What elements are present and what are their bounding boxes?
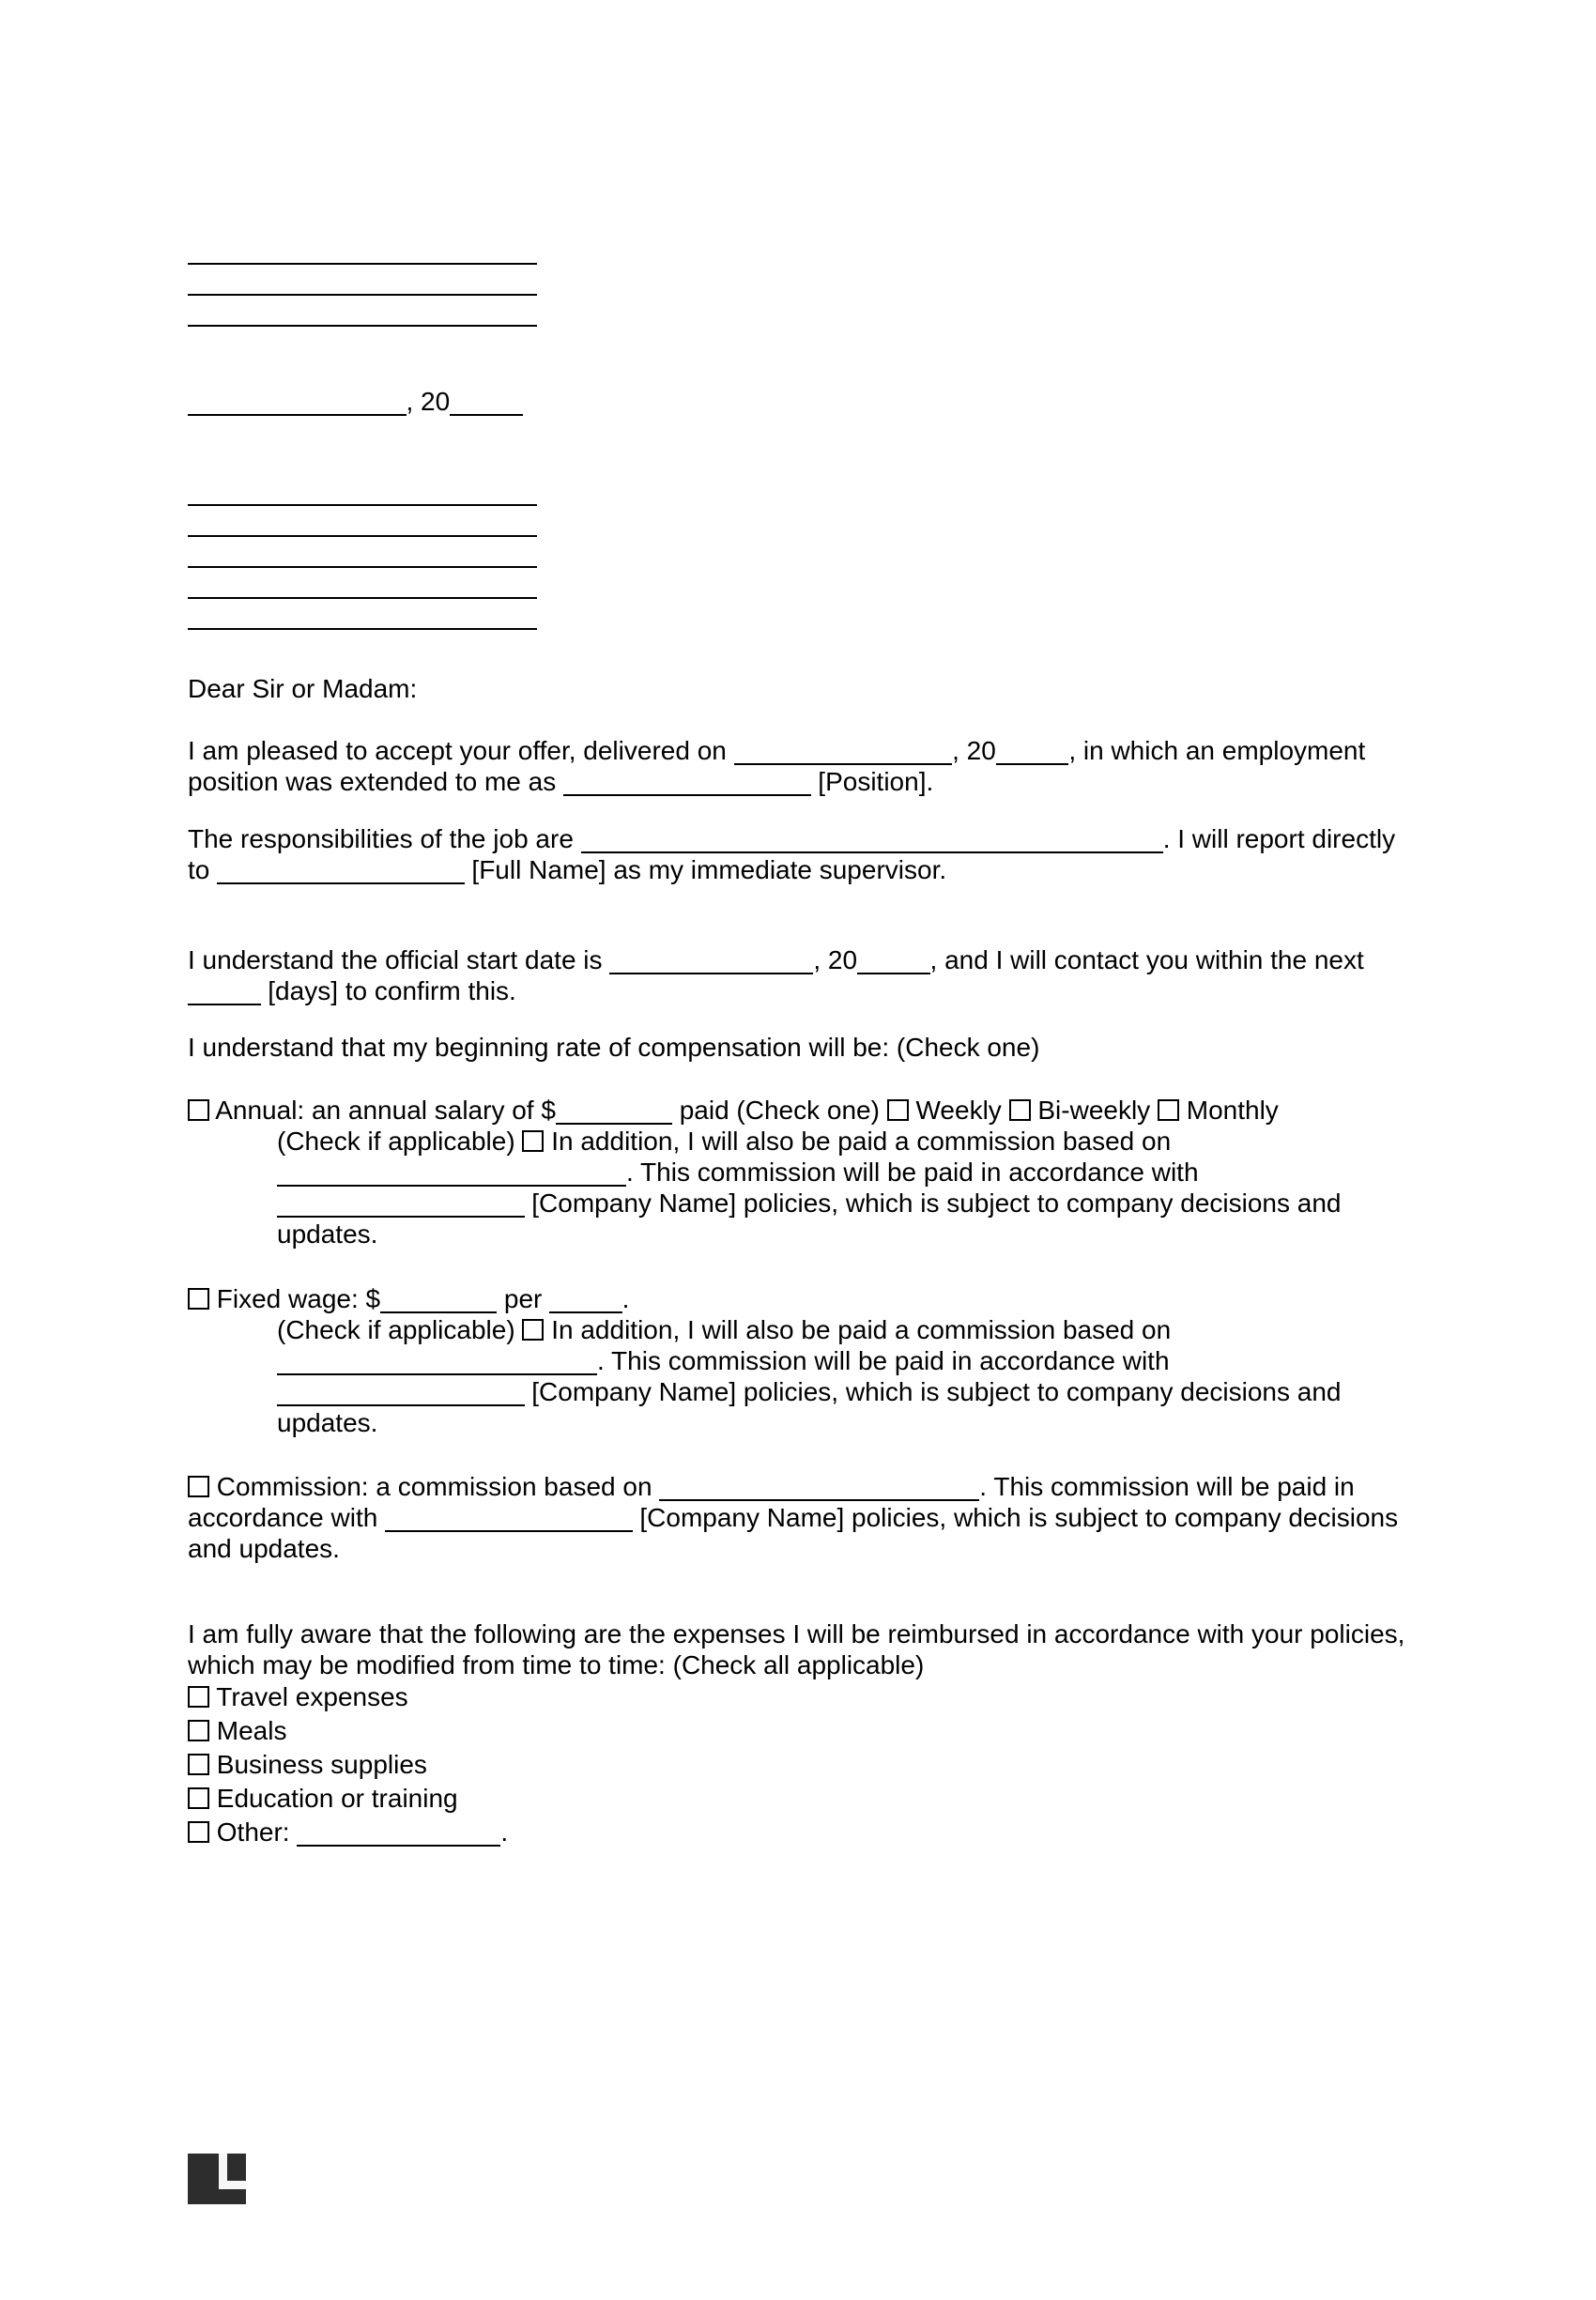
text-run: , 20 [406, 387, 451, 416]
text-line [188, 1649, 1408, 1680]
offer-acceptance-paragraph [188, 735, 1408, 797]
fixed-commission-checkbox[interactable] [522, 1319, 544, 1341]
other-expense-checkbox[interactable] [188, 1821, 209, 1843]
text-run: , 20 [813, 945, 858, 974]
text-line [188, 297, 1408, 328]
text-run: updates. [277, 1408, 378, 1437]
commission-checkbox[interactable] [188, 1476, 209, 1497]
annual-company-name-blank [277, 1202, 525, 1218]
fixed-wage-amount-blank [380, 1297, 497, 1313]
text-run: I understand that my beginning rate of compensation will be: (Check one) [188, 1033, 1040, 1062]
sender-line-2-blank [188, 280, 537, 296]
text-run: which may be modified from time to time: (Check all applicable) [188, 1650, 925, 1679]
annual-checkbox[interactable] [188, 1099, 209, 1121]
text-line [188, 266, 1408, 297]
text-run: I understand the official start date is [188, 945, 610, 974]
text-run: In addition, I will also be paid a commission based on [544, 1315, 1172, 1344]
letter-page [0, 235, 1596, 1849]
text-line [188, 766, 1408, 797]
commission-company-name-blank [385, 1516, 633, 1532]
recipient-line-4-blank [188, 583, 537, 599]
text-line [188, 569, 1408, 600]
text-run: Monthly [1178, 1096, 1279, 1125]
start-date-blank [609, 958, 813, 974]
text-run: (Check if applicable) [277, 1315, 523, 1344]
text-run: Weekly [908, 1096, 1009, 1125]
text-run: and updates. [188, 1534, 340, 1563]
legal-templates-logo [188, 2154, 246, 2204]
text-line [188, 1188, 1408, 1219]
text-run: . I will report directly [1162, 824, 1396, 853]
responsibilities-blank [581, 837, 1163, 853]
fixed-commission-basis-blank [277, 1359, 597, 1375]
expenses-intro-paragraph [188, 1618, 1408, 1680]
start-year-blank [857, 958, 930, 974]
text-line [188, 1283, 1408, 1314]
text-line [188, 1680, 1408, 1714]
text-run: , and I will contact you within the next [929, 945, 1364, 974]
recipient-line-2-blank [188, 521, 537, 537]
text-run: I am fully aware that the following are the expenses I will be reimbursed in accordance with your policies, [188, 1619, 1405, 1648]
letter-date-line [188, 386, 1408, 417]
sender-line-3-blank [188, 311, 537, 327]
text-run: . This commission will be paid in [979, 1472, 1355, 1501]
text-run: Travel expenses [209, 1682, 408, 1711]
text-run: position was extended to me as [188, 767, 564, 796]
fixed-wage-checkbox[interactable] [188, 1288, 209, 1310]
responsibilities-paragraph [188, 823, 1408, 885]
text-line [188, 1618, 1408, 1649]
text-line [188, 735, 1408, 766]
text-run: accordance with [188, 1503, 386, 1532]
text-run: . This commission will be paid in accordance with [597, 1346, 1170, 1375]
logo-letter-l-icon [219, 2181, 246, 2189]
start-date-paragraph [188, 944, 1408, 1006]
text-line [188, 1095, 1408, 1126]
days-blank [188, 989, 261, 1005]
biweekly-checkbox[interactable] [1009, 1099, 1031, 1121]
text-line [188, 1471, 1408, 1502]
supervisor-name-blank [217, 868, 465, 884]
text-run: The responsibilities of the job are [188, 824, 581, 853]
letter-year-blank [450, 400, 523, 416]
offer-delivery-date-blank [734, 749, 953, 765]
text-run: Other: [209, 1817, 298, 1847]
text-run: I am pleased to accept your offer, delivered on [188, 736, 734, 765]
text-line [188, 507, 1408, 538]
salutation [188, 673, 1408, 704]
text-line [188, 1748, 1408, 1782]
recipient-line-5-blank [188, 614, 537, 630]
meals-checkbox[interactable] [188, 1720, 209, 1741]
text-run: (Check if applicable) [277, 1127, 523, 1156]
text-line [188, 1714, 1408, 1748]
sender-address-block [188, 235, 1408, 328]
text-line [188, 1533, 1408, 1564]
letter-date-blank [188, 400, 407, 416]
text-line [188, 386, 1408, 417]
text-run: Bi-weekly [1030, 1096, 1158, 1125]
text-run: per [497, 1284, 550, 1313]
commission-option [188, 1471, 1408, 1564]
compensation-intro [188, 1032, 1408, 1063]
fixed-wage-period-blank [549, 1297, 622, 1313]
text-run: , in which an employment [1068, 736, 1366, 765]
text-run: [Company Name] policies, which is subject to company decisions and [524, 1377, 1342, 1406]
sender-line-1-blank [188, 249, 537, 265]
text-line [188, 673, 1408, 704]
recipient-line-1-blank [188, 490, 537, 506]
text-line [188, 823, 1408, 854]
text-run: [Full Name] as my immediate supervisor. [464, 855, 947, 884]
fixed-wage-option [188, 1283, 1408, 1438]
text-run: paid (Check one) [671, 1096, 887, 1125]
text-run: . This commission will be paid in accordance with [626, 1158, 1199, 1187]
text-run: Annual: an annual salary of $ [209, 1096, 556, 1125]
text-line [188, 1407, 1408, 1438]
offer-delivery-year-blank [996, 749, 1069, 765]
text-run: to [188, 855, 218, 884]
text-line [188, 1219, 1408, 1250]
business-supplies-checkbox[interactable] [188, 1754, 209, 1775]
text-line [188, 538, 1408, 569]
text-line [188, 1782, 1408, 1816]
position-blank [563, 780, 811, 796]
text-line [188, 854, 1408, 885]
other-expense-blank [297, 1831, 500, 1847]
text-run: Fixed wage: $ [209, 1284, 381, 1313]
recipient-address-block [188, 476, 1408, 631]
text-line [188, 600, 1408, 631]
text-run: . [500, 1817, 509, 1847]
text-run: [days] to confirm this. [260, 976, 516, 1005]
text-line [188, 235, 1408, 266]
commission-basis-blank [659, 1485, 979, 1501]
expenses-checklist [188, 1680, 1408, 1849]
text-run: [Company Name] policies, which is subject to company decisions [632, 1503, 1399, 1532]
text-line [188, 1157, 1408, 1188]
text-line [188, 944, 1408, 975]
text-line [188, 1502, 1408, 1533]
recipient-line-3-blank [188, 552, 537, 568]
text-run: Business supplies [209, 1750, 427, 1779]
text-line [188, 1345, 1408, 1376]
text-run: Dear Sir or Madam: [188, 674, 418, 703]
weekly-checkbox[interactable] [887, 1099, 909, 1121]
text-run: . [622, 1284, 630, 1313]
text-run: [Position]. [810, 767, 934, 796]
monthly-checkbox[interactable] [1158, 1099, 1179, 1121]
travel-expenses-checkbox[interactable] [188, 1686, 209, 1708]
text-line [188, 1816, 1408, 1849]
annual-salary-blank [556, 1109, 672, 1125]
education-training-checkbox[interactable] [188, 1787, 209, 1809]
text-run: , 20 [952, 736, 996, 765]
text-run: updates. [277, 1219, 378, 1249]
text-line [188, 476, 1408, 507]
annual-commission-checkbox[interactable] [522, 1130, 544, 1152]
text-line [188, 1126, 1408, 1157]
text-run: Commission: a commission based on [209, 1472, 660, 1501]
text-line [188, 975, 1408, 1006]
text-line [188, 1376, 1408, 1407]
annual-commission-basis-blank [277, 1171, 626, 1187]
fixed-company-name-blank [277, 1390, 525, 1406]
text-line [188, 1314, 1408, 1345]
text-run: In addition, I will also be paid a commission based on [544, 1127, 1172, 1156]
text-run: Meals [209, 1716, 287, 1745]
annual-salary-option [188, 1095, 1408, 1250]
text-run: [Company Name] policies, which is subject to company decisions and [524, 1188, 1342, 1218]
text-run: Education or training [209, 1784, 458, 1813]
text-line [188, 1032, 1408, 1063]
